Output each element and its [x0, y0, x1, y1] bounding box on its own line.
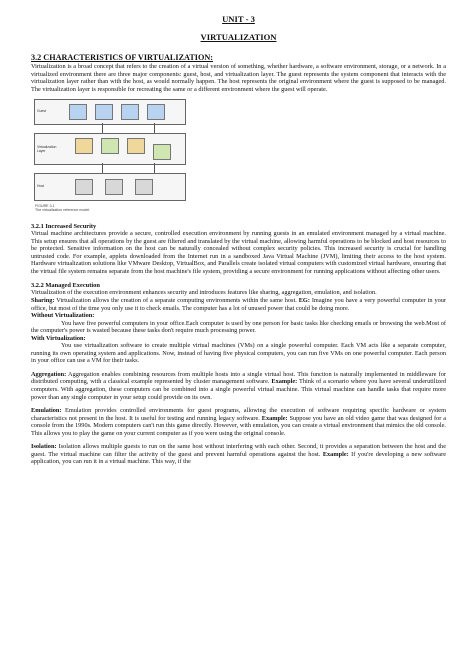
increased-security-paragraph: Virtual machine architectures provide a secure, controlled execution environment by running guests in an emulated environment managed by a virtual machine. This setup ensures that all operations by the guest are filtered and translated by the virtual machine, allowing harmful operations to be blocked and host resources to be protected. Sensitive information on the host can be naturally concealed without complex security policies. This increased security is crucial for handling untrusted code. For example, applets downloaded from the Internet run in a sandboxed Java Virtual Machine (JVM), limiting their access to the host system. Hardware virtualization solutions like VMware Desktop, VirtualBox, and Parallels create isolated virtual computers with customized virtual hardware, ensuring that the virtual file system remains separate from the host machine's file system, providing a secure environment for running applications without affecting other users. — [31, 230, 446, 275]
with-virtualization-paragraph: You use virtualization software to create multiple virtual machines (VMs) on a single powerful computer. Each VM acts like a separate computer, running its own operating system and applications. Now, instead of having five physical computers, you can run five VMs on one powerful computer. Each person in your office can use a VM for their tasks. — [31, 342, 446, 365]
without-virtualization-paragraph: You have five powerful computers in your office.Each computer is used by one person for basic tasks like checking emails or browsing the web.Most of the computer's power is wasted because these tasks don't require much processing power. — [31, 319, 446, 335]
storage-icon — [135, 179, 153, 195]
application-icon — [147, 104, 165, 120]
virtual-hardware-icon — [101, 138, 119, 154]
isolation-paragraph: Isolation: Isolation allows multiple guests to run on the same host without interfering with each other. Second, it provides a separation between the host and the guest. The virtual machine can filter the activity of the guest and prevent harmful operations against the host. Example: If you're developing a new software application, you can run it in a virtual machine. This way, if the — [31, 443, 446, 466]
virtualization-layer — [34, 133, 186, 165]
application-icon — [95, 104, 113, 120]
virtual-machine-icon — [127, 138, 145, 154]
sharing-paragraph: Sharing: Virtualization allows the creation of a separate computing environments within the same host. EG: Imagine you have a very powerful computer in your office, but most of the time you only use it to check emails. The computer has a lot of unused power that could be doing more. — [31, 297, 446, 312]
guest-layer — [34, 99, 186, 125]
aggregation-paragraph: Aggregation: Aggregation enables combining resources from multiple hosts into a single virtual host. This function is naturally implemented in middleware for distributed computing, with a classical example represented by cluster management software. Example: Think of a scenario where you have several underutilized computers. With aggregation, these computers can be combined into a single powerful virtual machine. This virtual machine can handle tasks that require more power than any single computer in your setup could provide on its own. — [31, 370, 446, 401]
application-icon — [69, 104, 87, 120]
host-layer-label: Host — [37, 184, 44, 189]
figure-caption: FIGURE 3.1 The virtualization reference model. — [35, 204, 91, 213]
with-virtualization-heading: With Virtualization: — [31, 334, 86, 342]
managed-execution-intro: Virtualization of the execution environment enhances security and introduces features like sharing, aggregation, emulation, and isolation. — [31, 289, 377, 297]
emulation-paragraph: Emulation: Emulation provides controlled environments for guest programs, allowing the execution of software requiring specific hardware or system characteristics not present in the host. It is useful for testing and running legacy software. Example: Suppose you have an old video game that was designed for a console from the 1990s. Modern computers can't run this game directly. However, with emulation, you can create a virtual environment that mimics the old console. This allows you to play the game on your current computer as if you were using the original console. — [31, 407, 447, 437]
reference-model-figure — [34, 99, 194, 217]
document-title: VIRTUALIZATION — [200, 32, 277, 42]
without-virtualization-heading: Without Virtualization: — [31, 312, 95, 320]
intro-paragraph: Virtualization is a broad concept that refers to the creation of a virtual version of something, whether hardware, a software environment, storage, or a network. In a virtualized environment there are three major components: guest, host, and virtualization layer. The guest represents the system component that interacts with the virtualization layer rather than with the host, as would normally happen. The host represents the original environment where the guest is supposed to be managed. The virtualization layer is responsible for recreating the same or a different environment where the guest will operate. — [31, 63, 446, 93]
section-heading: 3.2 CHARACTERISTICS OF VIRTUALIZATION: — [31, 53, 213, 62]
guest-layer-label: Guest — [37, 109, 47, 114]
server-icon — [105, 179, 123, 195]
application-icon — [121, 104, 139, 120]
server-icon — [75, 179, 93, 195]
virtual-machine-icon — [75, 138, 93, 154]
unit-heading: UNIT - 3 — [222, 14, 255, 24]
host-layer — [34, 173, 186, 201]
arrow-connector — [154, 123, 155, 133]
arrow-connector — [102, 163, 103, 173]
virtual-storage-icon — [153, 144, 171, 160]
arrow-connector — [102, 123, 103, 133]
managed-execution-heading: 3.2.2 Managed Execution — [31, 282, 100, 290]
increased-security-heading: 3.2.1 Increased Security — [31, 223, 97, 231]
arrow-connector — [154, 163, 155, 173]
virtualization-layer-label: Virtualization Layer — [37, 145, 57, 153]
